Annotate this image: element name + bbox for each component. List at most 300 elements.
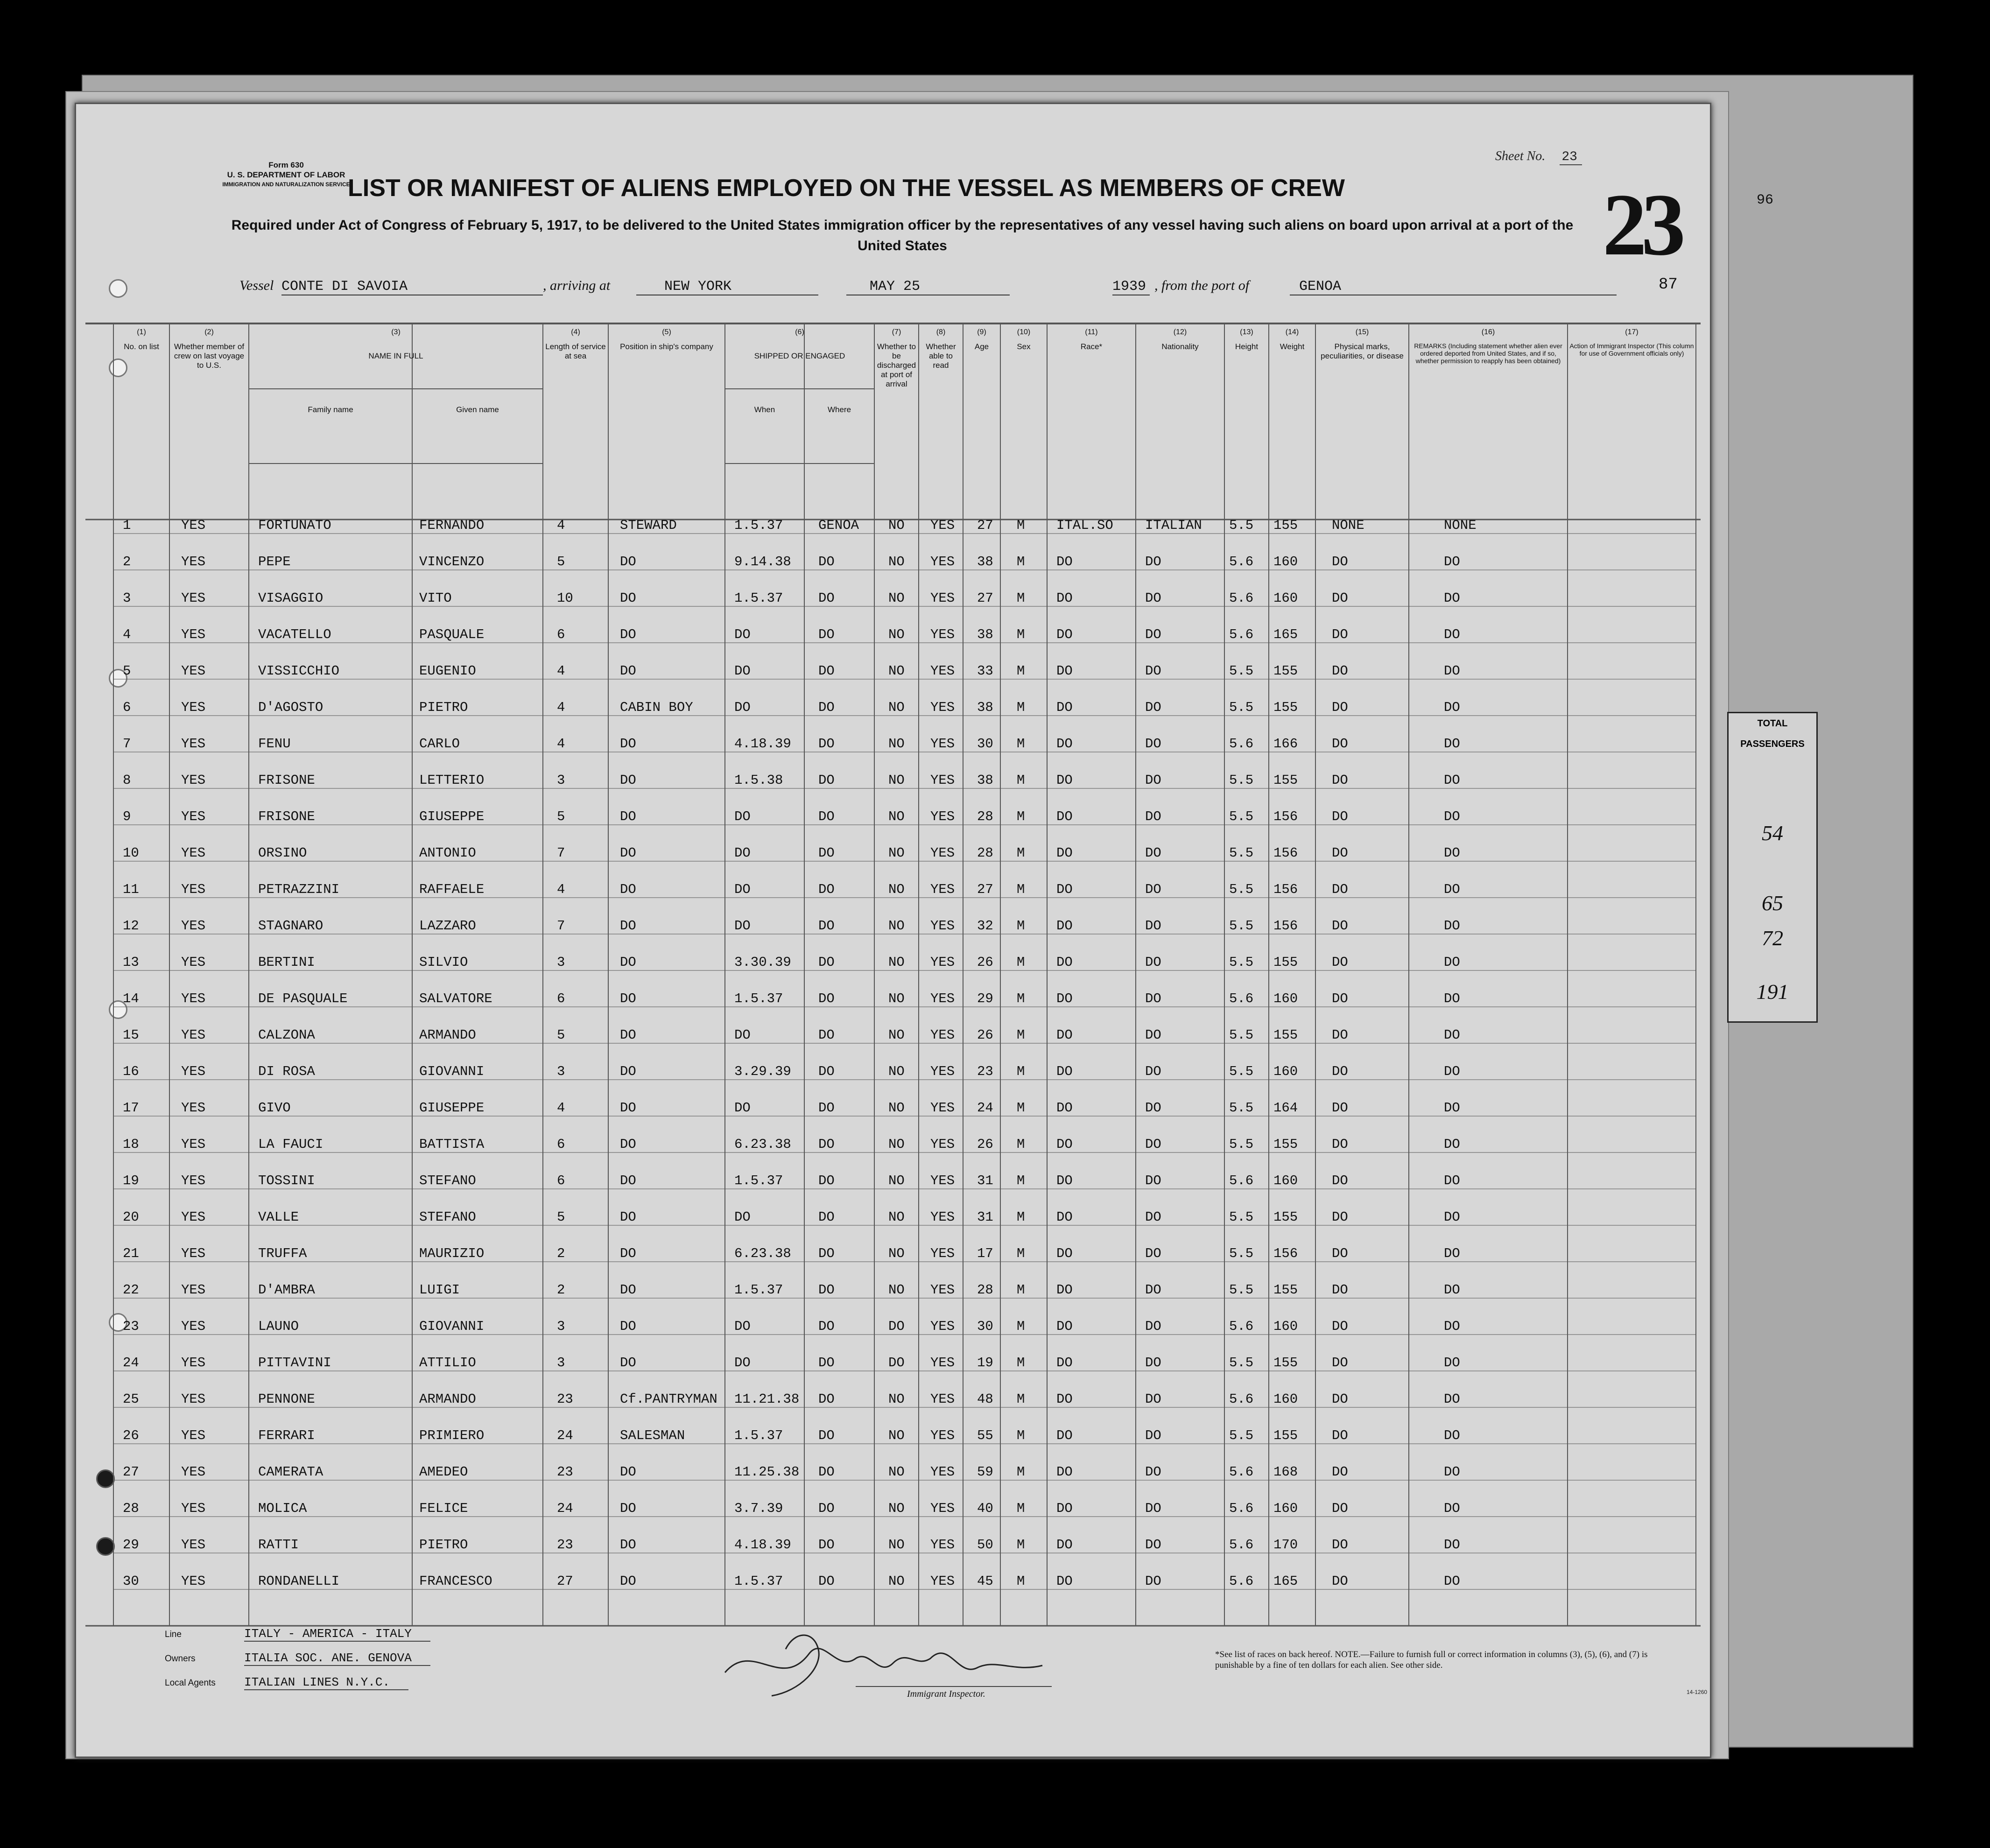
cell-read: YES (930, 590, 955, 606)
cell-nat: DO (1145, 663, 1161, 679)
cell-height: 5.5 (1229, 882, 1254, 897)
cell-remarks: DO (1444, 991, 1460, 1006)
cell-height: 5.5 (1229, 1064, 1254, 1079)
cell-race: DO (1056, 773, 1073, 788)
cell-disch: NO (888, 1574, 905, 1589)
cell-sex: M (1017, 918, 1025, 934)
cell-family: FERRARI (258, 1428, 315, 1443)
arriving-label: , arriving at (543, 278, 611, 293)
cell-where: DO (818, 1428, 835, 1443)
cell-family: PETRAZZINI (258, 882, 340, 897)
cell-sex: M (1017, 991, 1025, 1006)
column-number: (6) (795, 328, 804, 336)
page-title: LIST OR MANIFEST OF ALIENS EMPLOYED ON THE VESSEL AS MEMBERS OF CREW (348, 175, 1345, 202)
cell-where: DO (818, 882, 835, 897)
cell-remarks: DO (1444, 1173, 1460, 1188)
cell-weight: 168 (1273, 1464, 1298, 1480)
cell-marks: DO (1332, 1501, 1348, 1516)
agents-label: Local Agents (165, 1678, 216, 1688)
cell-sex: M (1017, 1391, 1025, 1407)
cell-where: DO (818, 1537, 835, 1553)
cell-service: 5 (557, 554, 565, 569)
cell-sex: M (1017, 736, 1025, 752)
cell-age: 26 (977, 1027, 993, 1043)
cell-height: 5.6 (1229, 991, 1254, 1006)
column-header: Whether member of crew on last voyage to U.S. (174, 342, 245, 370)
cell-sex: M (1017, 845, 1025, 861)
cell-where: DO (818, 554, 835, 569)
cell-sex: M (1017, 1319, 1025, 1334)
cell-sex: M (1017, 1027, 1025, 1043)
cell-crew: YES (181, 845, 206, 861)
cell-position: DO (620, 773, 636, 788)
cell-race: DO (1056, 1064, 1073, 1079)
cell-where: DO (818, 918, 835, 934)
cell-weight: 155 (1273, 518, 1298, 533)
cell-nat: DO (1145, 845, 1161, 861)
table-row (76, 942, 1710, 979)
cell-sex: M (1017, 1282, 1025, 1298)
cell-no: 16 (123, 1064, 139, 1079)
cell-where: DO (818, 991, 835, 1006)
cell-crew: YES (181, 1027, 206, 1043)
cell-age: 38 (977, 700, 993, 715)
line-value: ITALY - AMERICA - ITALY (244, 1627, 430, 1642)
cell-marks: DO (1332, 1173, 1348, 1188)
cell-nat: DO (1145, 1027, 1161, 1043)
cell-service: 5 (557, 1027, 565, 1043)
cell-age: 26 (977, 955, 993, 970)
cell-marks: DO (1332, 845, 1348, 861)
cell-crew: YES (181, 554, 206, 569)
cell-disch: NO (888, 700, 905, 715)
cell-no: 2 (123, 554, 131, 569)
cell-position: DO (620, 1137, 636, 1152)
cell-height: 5.5 (1229, 1137, 1254, 1152)
form-code: 14-1260 (1687, 1689, 1708, 1695)
column-header: SHIPPED OR ENGAGED (754, 351, 845, 360)
cell-when: DO (734, 1100, 751, 1116)
cell-position: DO (620, 627, 636, 642)
cell-read: YES (930, 1355, 955, 1370)
cell-age: 30 (977, 1319, 993, 1334)
cell-sex: M (1017, 1537, 1025, 1553)
cell-sex: M (1017, 1428, 1025, 1443)
cell-no: 23 (123, 1319, 139, 1334)
cell-crew: YES (181, 1209, 206, 1225)
cell-family: VACATELLO (258, 627, 331, 642)
cell-crew: YES (181, 1537, 206, 1553)
cell-service: 3 (557, 1355, 565, 1370)
cell-read: YES (930, 1464, 955, 1480)
cell-when: DO (734, 882, 751, 897)
cell-height: 5.6 (1229, 1501, 1254, 1516)
column-header: Height (1235, 342, 1259, 351)
cell-disch: NO (888, 663, 905, 679)
arriving-port: NEW YORK (636, 279, 818, 295)
cell-marks: DO (1332, 663, 1348, 679)
cell-nat: DO (1145, 1282, 1161, 1298)
cell-position: DO (620, 1319, 636, 1334)
cell-marks: DO (1332, 1391, 1348, 1407)
cell-position: DO (620, 590, 636, 606)
sheet-number-value: 23 (1560, 150, 1582, 165)
cell-read: YES (930, 1319, 955, 1334)
cell-sex: M (1017, 1574, 1025, 1589)
cell-read: YES (930, 1064, 955, 1079)
cell-nat: DO (1145, 1391, 1161, 1407)
cell-race: DO (1056, 1173, 1073, 1188)
cell-position: DO (620, 882, 636, 897)
cell-height: 5.5 (1229, 1209, 1254, 1225)
cell-height: 5.5 (1229, 773, 1254, 788)
cell-crew: YES (181, 663, 206, 679)
cell-where: DO (818, 627, 835, 642)
total-value-2: 65 (1762, 891, 1783, 915)
sheet-number-label: Sheet No. (1495, 149, 1546, 163)
table-row (76, 724, 1710, 760)
cell-read: YES (930, 991, 955, 1006)
table-row (76, 542, 1710, 578)
cell-age: 28 (977, 845, 993, 861)
cell-when: 6.23.38 (734, 1246, 791, 1261)
cell-where: DO (818, 1173, 835, 1188)
footnote: *See list of races on back hereof. NOTE.—Failure to furnish full or correct information in columns (3), (5), (6), and (7) is punishable by a fine of ten dollars for each alien. See other side. (1215, 1650, 1648, 1670)
cell-position: DO (620, 663, 636, 679)
cell-race: DO (1056, 1100, 1073, 1116)
cell-weight: 160 (1273, 590, 1298, 606)
table-row (76, 1525, 1710, 1561)
cell-race: DO (1056, 1319, 1073, 1334)
cell-read: YES (930, 554, 955, 569)
cell-where: DO (818, 663, 835, 679)
cell-height: 5.5 (1229, 809, 1254, 824)
cell-age: 30 (977, 736, 993, 752)
cell-family: PENNONE (258, 1391, 315, 1407)
cell-height: 5.5 (1229, 1355, 1254, 1370)
cell-service: 3 (557, 1319, 565, 1334)
cell-when: 1.5.38 (734, 773, 783, 788)
cell-sex: M (1017, 773, 1025, 788)
cell-nat: DO (1145, 1100, 1161, 1116)
cell-weight: 160 (1273, 554, 1298, 569)
cell-given: FERNANDO (419, 518, 485, 533)
table-row (76, 578, 1710, 615)
cell-disch: NO (888, 554, 905, 569)
cell-height: 5.6 (1229, 1391, 1254, 1407)
cell-weight: 156 (1273, 918, 1298, 934)
cell-disch: NO (888, 1137, 905, 1152)
side-number: 96 (1757, 192, 1774, 208)
cell-when: 1.5.37 (734, 1173, 783, 1188)
cell-family: RATTI (258, 1537, 299, 1553)
cell-given: ANTONIO (419, 845, 476, 861)
table-row (76, 1088, 1710, 1124)
column-header: REMARKS (Including statement whether alien ever ordered deported from United States, and if so, whether permission to reapply has been obtained) (1414, 342, 1562, 365)
cell-service: 10 (557, 590, 573, 606)
column-number: (8) (936, 328, 946, 336)
cell-marks: DO (1332, 1064, 1348, 1079)
cell-marks: DO (1332, 1137, 1348, 1152)
cell-nat: DO (1145, 736, 1161, 752)
table-row (76, 1489, 1710, 1525)
cell-sex: M (1017, 518, 1025, 533)
cell-given: GIOVANNI (419, 1319, 485, 1334)
cell-disch: NO (888, 1464, 905, 1480)
cell-when: DO (734, 1027, 751, 1043)
cell-family: STAGNARO (258, 918, 323, 934)
sheet-stamp: 23 (1603, 176, 1680, 274)
cell-disch: NO (888, 1391, 905, 1407)
inspector-signature (716, 1621, 1089, 1705)
cell-when: DO (734, 809, 751, 824)
cell-remarks: DO (1444, 590, 1460, 606)
cell-position: Cf.PANTRYMAN (620, 1391, 717, 1407)
page-reference: 87 (1659, 276, 1678, 294)
cell-service: 4 (557, 700, 565, 715)
cell-family: BERTINI (258, 955, 315, 970)
table-row (76, 870, 1710, 906)
cell-marks: DO (1332, 955, 1348, 970)
cell-family: VALLE (258, 1209, 299, 1225)
cell-family: PITTAVINI (258, 1355, 331, 1370)
cell-age: 50 (977, 1537, 993, 1553)
cell-given: ATTILIO (419, 1355, 476, 1370)
cell-given: GIUSEPPE (419, 1100, 485, 1116)
cell-weight: 155 (1273, 663, 1298, 679)
column-number: (15) (1355, 328, 1369, 336)
cell-crew: YES (181, 1100, 206, 1116)
cell-race: DO (1056, 1428, 1073, 1443)
cell-weight: 155 (1273, 1027, 1298, 1043)
column-header: Whether able to read (926, 342, 956, 370)
cell-remarks: DO (1444, 1574, 1460, 1589)
cell-age: 19 (977, 1355, 993, 1370)
cell-weight: 160 (1273, 1064, 1298, 1079)
cell-age: 59 (977, 1464, 993, 1480)
column-header: Nationality (1161, 342, 1199, 351)
cell-where: DO (818, 1064, 835, 1079)
cell-marks: DO (1332, 590, 1348, 606)
cell-marks: DO (1332, 991, 1348, 1006)
cell-service: 2 (557, 1282, 565, 1298)
cell-service: 3 (557, 773, 565, 788)
cell-remarks: DO (1444, 1246, 1460, 1261)
cell-when: DO (734, 1209, 751, 1225)
cell-disch: NO (888, 1173, 905, 1188)
cell-read: YES (930, 1537, 955, 1553)
cell-position: DO (620, 991, 636, 1006)
cell-marks: DO (1332, 700, 1348, 715)
cell-where: DO (818, 1246, 835, 1261)
cell-read: YES (930, 1100, 955, 1116)
cell-nat: DO (1145, 955, 1161, 970)
cell-remarks: DO (1444, 627, 1460, 642)
cell-when: DO (734, 1355, 751, 1370)
cell-crew: YES (181, 1064, 206, 1079)
total-passengers-header: TOTAL PASSENGERS (1740, 718, 1805, 749)
cell-age: 28 (977, 1282, 993, 1298)
department-name: U. S. DEPARTMENT OF LABOR (227, 170, 345, 179)
cell-disch: NO (888, 1027, 905, 1043)
cell-given: CARLO (419, 736, 460, 752)
column-header: NAME IN FULL (368, 351, 423, 360)
cell-family: PEPE (258, 554, 291, 569)
column-header: Whether to be discharged at port of arrival (877, 342, 916, 388)
cell-family: FRISONE (258, 809, 315, 824)
departure-port: GENOA (1290, 279, 1617, 295)
column-subheader: When (754, 405, 775, 414)
cell-service: 24 (557, 1428, 573, 1443)
table-row (76, 1124, 1710, 1161)
cell-crew: YES (181, 1464, 206, 1480)
cell-weight: 170 (1273, 1537, 1298, 1553)
cell-race: DO (1056, 955, 1073, 970)
cell-disch: NO (888, 1282, 905, 1298)
cell-age: 29 (977, 991, 993, 1006)
cell-service: 2 (557, 1246, 565, 1261)
cell-remarks: DO (1444, 1391, 1460, 1407)
cell-marks: DO (1332, 554, 1348, 569)
cell-height: 5.6 (1229, 1537, 1254, 1553)
cell-service: 4 (557, 736, 565, 752)
cell-race: DO (1056, 700, 1073, 715)
table-row (76, 615, 1710, 651)
cell-when: 1.5.37 (734, 1282, 783, 1298)
cell-family: VISAGGIO (258, 590, 323, 606)
cell-age: 28 (977, 809, 993, 824)
cell-service: 5 (557, 1209, 565, 1225)
arrival-year: 1939 (1112, 279, 1150, 295)
column-header: Age (974, 342, 989, 351)
column-header: Sex (1017, 342, 1031, 351)
cell-when: 1.5.37 (734, 1428, 783, 1443)
cell-nat: DO (1145, 1319, 1161, 1334)
cell-position: DO (620, 1464, 636, 1480)
cell-crew: YES (181, 736, 206, 752)
cell-age: 24 (977, 1100, 993, 1116)
cell-read: YES (930, 627, 955, 642)
cell-nat: DO (1145, 991, 1161, 1006)
cell-read: YES (930, 1209, 955, 1225)
cell-weight: 166 (1273, 736, 1298, 752)
cell-read: YES (930, 1574, 955, 1589)
cell-age: 32 (977, 918, 993, 934)
cell-marks: DO (1332, 1319, 1348, 1334)
page-subtitle: Required under Act of Congress of February 5, 1917, to be delivered to the United States immigration officer by the representatives of any vessel having such aliens on board upon arrival at a port of the United States (231, 218, 1574, 253)
cell-when: 1.5.37 (734, 518, 783, 533)
cell-age: 38 (977, 627, 993, 642)
table-row (76, 1343, 1710, 1379)
cell-given: FELICE (419, 1501, 468, 1516)
cell-read: YES (930, 1282, 955, 1298)
cell-when: 1.5.37 (734, 590, 783, 606)
cell-age: 31 (977, 1173, 993, 1188)
cell-age: 55 (977, 1428, 993, 1443)
cell-no: 30 (123, 1574, 139, 1589)
cell-marks: DO (1332, 809, 1348, 824)
cell-service: 4 (557, 1100, 565, 1116)
cell-when: DO (734, 845, 751, 861)
cell-weight: 160 (1273, 1319, 1298, 1334)
cell-no: 29 (123, 1537, 139, 1553)
cell-given: MAURIZIO (419, 1246, 485, 1261)
cell-weight: 156 (1273, 882, 1298, 897)
cell-sex: M (1017, 1246, 1025, 1261)
cell-no: 1 (123, 518, 131, 533)
table-row (76, 1052, 1710, 1088)
cell-remarks: NONE (1444, 518, 1477, 533)
column-header: Length of service at sea (545, 342, 606, 360)
cell-age: 17 (977, 1246, 993, 1261)
cell-given: SILVIO (419, 955, 468, 970)
cell-remarks: DO (1444, 845, 1460, 861)
cell-height: 5.5 (1229, 1282, 1254, 1298)
cell-position: DO (620, 1027, 636, 1043)
column-subheader: Where (827, 405, 851, 414)
cell-marks: DO (1332, 882, 1348, 897)
cell-disch: NO (888, 809, 905, 824)
cell-service: 4 (557, 882, 565, 897)
cell-disch: NO (888, 773, 905, 788)
cell-age: 48 (977, 1391, 993, 1407)
cell-weight: 160 (1273, 991, 1298, 1006)
column-subheader: Given name (456, 405, 499, 414)
cell-when: DO (734, 700, 751, 715)
total-value-4: 191 (1756, 980, 1789, 1004)
cell-family: MOLICA (258, 1501, 307, 1516)
cell-race: DO (1056, 1574, 1073, 1589)
cell-where: DO (818, 1027, 835, 1043)
cell-remarks: DO (1444, 1428, 1460, 1443)
cell-position: DO (620, 1209, 636, 1225)
cell-nat: DO (1145, 773, 1161, 788)
cell-weight: 155 (1273, 1282, 1298, 1298)
cell-where: DO (818, 1355, 835, 1370)
cell-read: YES (930, 955, 955, 970)
cell-no: 26 (123, 1428, 139, 1443)
cell-when: 11.21.38 (734, 1391, 800, 1407)
cell-where: DO (818, 1464, 835, 1480)
cell-race: DO (1056, 554, 1073, 569)
cell-weight: 156 (1273, 809, 1298, 824)
cell-nat: DO (1145, 1501, 1161, 1516)
cell-position: DO (620, 1355, 636, 1370)
cell-weight: 160 (1273, 1391, 1298, 1407)
cell-disch: NO (888, 1501, 905, 1516)
cell-race: DO (1056, 882, 1073, 897)
table-row (76, 1270, 1710, 1307)
cell-height: 5.6 (1229, 1574, 1254, 1589)
cell-service: 3 (557, 1064, 565, 1079)
cell-weight: 164 (1273, 1100, 1298, 1116)
cell-given: SALVATORE (419, 991, 492, 1006)
cell-race: DO (1056, 627, 1073, 642)
cell-when: DO (734, 1319, 751, 1334)
cell-disch: NO (888, 518, 905, 533)
cell-family: FORTUNATO (258, 518, 331, 533)
cell-no: 3 (123, 590, 131, 606)
cell-crew: YES (181, 1246, 206, 1261)
table-row (76, 1416, 1710, 1452)
cell-where: DO (818, 1209, 835, 1225)
cell-weight: 155 (1273, 1355, 1298, 1370)
cell-crew: YES (181, 809, 206, 824)
cell-given: GIOVANNI (419, 1064, 485, 1079)
cell-no: 25 (123, 1391, 139, 1407)
column-number: (4) (571, 328, 580, 336)
cell-marks: DO (1332, 627, 1348, 642)
